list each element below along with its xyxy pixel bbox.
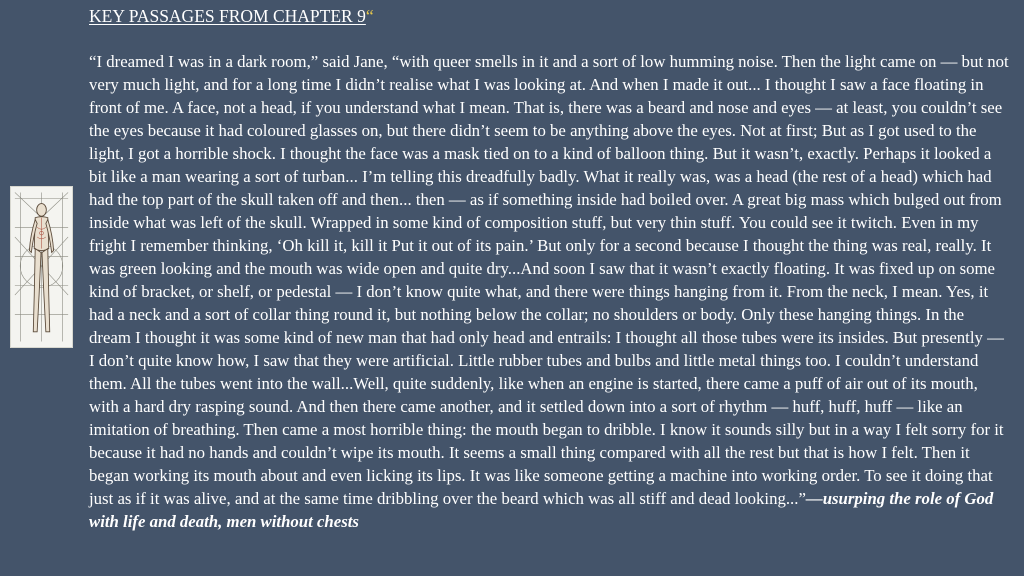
anatomical-figure-image [10,186,73,348]
heading-quote-mark: “ [365,6,374,26]
passage-body: “I dreamed I was in a dark room,” said Jane, “with queer smells in it and a sort of low humming noise. Then the light came on — but not very much light, and for a long time I didn’t realise what I was looking at. And when I made it out... I thought I saw a face floating in front of me. A face, not a head, if you understand what I mean. That is, there was a beard and nose and eyes — at least, you couldn’t see the eyes because it had coloured glasses on, but there didn’t seem to be anything above the eyes. Not at first; But as I got used to the light, I got a horrible shock. I thought the face was a mask tied on to a kind of balloon thing. But it wasn’t, exactly. Perhaps it looked a bit like a man wearing a sort of turban... I’m telling this dreadfully badly. What it really was, was a head (the rest of a head) which had had the top part of the skull taken off and then... then — as if something inside had boiled over. A great big mass which bulged out from inside what was left of the skull. Wrapped in some kind of composition stuff, but very thin stuff. You could see it twitch. Even in my fright I remember thinking, ‘Oh kill it, kill it Put it out of its pain.’ But only for a second because I thought the thing was real, really. It was green looking and the mouth was wide open and quite dry...And soon I saw that it wasn’t exactly floating. It was fixed up on some kind of bracket, or shelf, or pedestal — I don’t know quite what, and there were things hanging from it. From the neck, I mean. Yes, it had a neck and a sort of collar thing round it, but nothing below the collar; no shoulders or body. Only these hanging things. In the dream I thought it was some kind of new man that had only head and entrails: I thought all those tubes were its insides. But presently — I don’t quite know how, I saw that they were artificial. Little rubber tubes and bulbs and little metal things too. I couldn’t understand them. All the tubes went into the wall...Well, quite suddenly, like when an engine is started, there came a puff of air out of its mouth, with a hard dry rasping sound. And then there came another, and it settled down into a sort of rhythm — huff, huff, huff — like an imitation of breathing. Then came a most horrible thing: the mouth began to dribble. I know it sounds silly but in a way I felt sorry for it because it had no hands and couldn’t wipe its mouth. It seems a small thing compared with all the rest but that is how I felt. Then it began working its mouth about and even licking its lips. It was like someone getting a machine into working order. To see it doing that just as if it was alive, and at the same time dribbling over the beard which was all stiff and dead looking...” [89,52,1009,508]
chapter-heading: KEY PASSAGES FROM CHAPTER 9 [89,6,366,26]
key-passage [89,50,1009,533]
anatomical-man-icon [11,187,72,347]
passage-caption: —usurping the role of God with life and death, men without chests [89,489,994,531]
heading-line [89,5,374,27]
